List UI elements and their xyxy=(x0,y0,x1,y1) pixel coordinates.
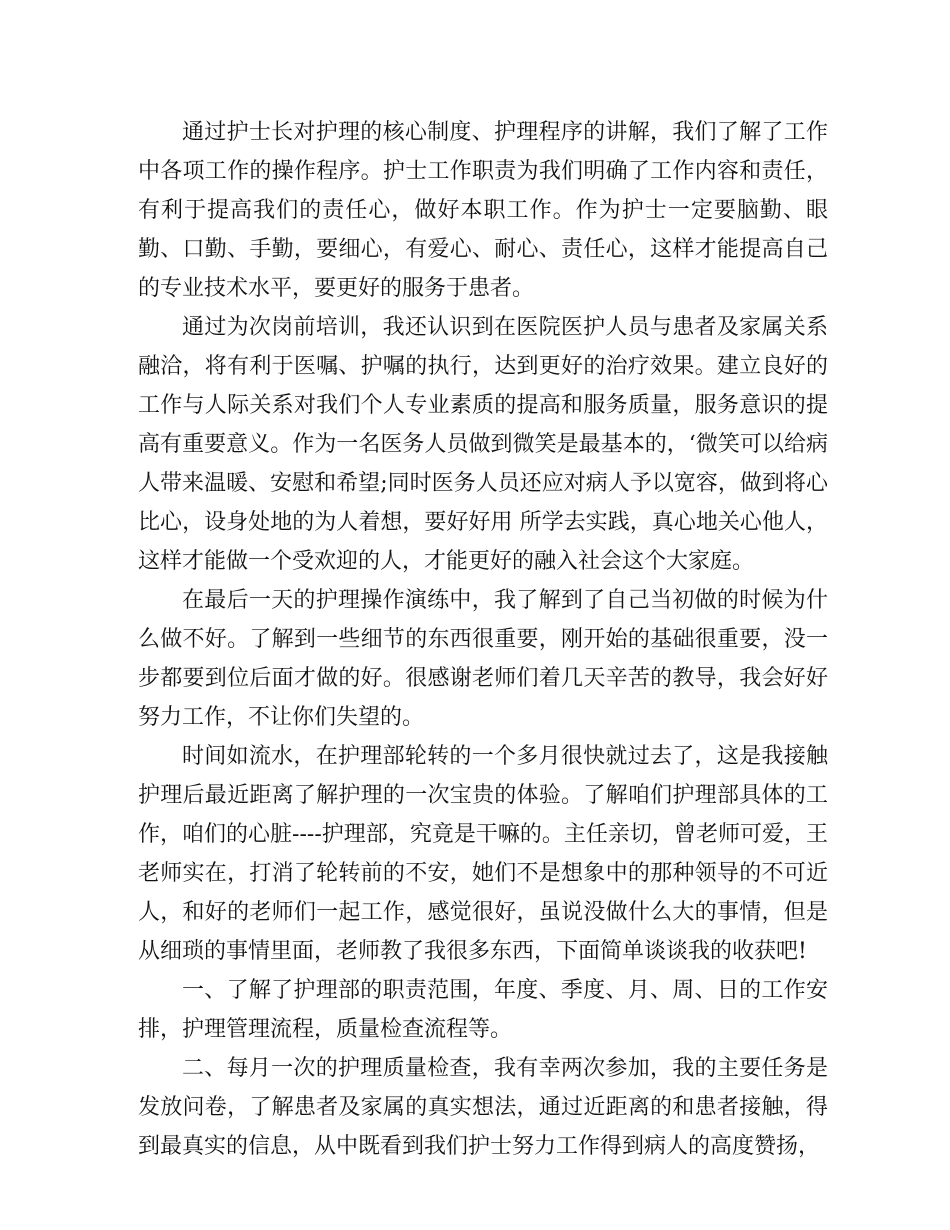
paragraph-1: 通过护士长对护理的核心制度、护理程序的讲解，我们了解了工作中各项工作的操作程序。护士工作职责为我们明确了工作内容和责任，有利于提高我们的责任心，做好本职工作。作为护士一定要脑勤、眼勤、口勤、手勤，要细心，有爱心、耐心、责任心，这样才能提高自己的专业技术水平，要更好的服务于患者。 xyxy=(138,120,828,301)
document-body xyxy=(138,113,828,1166)
paragraph-3: 在最后一天的护理操作演练中，我了解到了自己当初做的时候为什么做不好。了解到一些细节的东西很重要，刚开始的基础很重要，没一步都要到位后面才做的好。很感谢老师们着几天辛苦的教导，我会好好努力工作，不让你们失望的。 xyxy=(138,588,828,730)
paragraph-4: 时间如流水，在护理部轮转的一个多月很快就过去了，这是我接触护理后最近距离了解护理的一次宝贵的体验。了解咱们护理部具体的工作，咱们的心脏----护理部，究竟是干嘛的。主任亲切，曾老师可爱，王老师实在，打消了轮转前的不安，她们不是想象中的那种领导的不可近人，和好的老师们一起工作，感觉很好，虽说没做什么大的事情，但是从细琐的事情里面，老师教了我很多东西，下面简单谈谈我的收获吧! xyxy=(138,744,828,964)
paragraph-6: 二、每月一次的护理质量检查，我有幸两次参加，我的主要任务是发放问卷，了解患者及家属的真实想法，通过近距离的和患者接触，得到最真实的信息，从中既看到我们护士努力工作得到病人的高度赞扬， xyxy=(138,1056,828,1159)
paragraph-5: 一、了解了护理部的职责范围，年度、季度、月、周、日的工作安排，护理管理流程，质量检查流程等。 xyxy=(138,978,828,1042)
paragraph-2: 通过为次岗前培训，我还认识到在医院医护人员与患者及家属关系融洽，将有利于医嘱、护嘱的执行，达到更好的治疗效果。建立良好的工作与人际关系对我们个人专业素质的提高和服务质量，服务意识的提高有重要意义。作为一名医务人员做到微笑是最基本的，‘微笑可以给病人带来温暖、安慰和希望;同时医务人员还应对病人予以宽容，做到将心比心，设身处地的为人着想，要好好用 所学去实践，真心地关心他人，这样才能做一个受欢迎的人，才能更好的融入社会这个大家庭。 xyxy=(138,315,828,574)
